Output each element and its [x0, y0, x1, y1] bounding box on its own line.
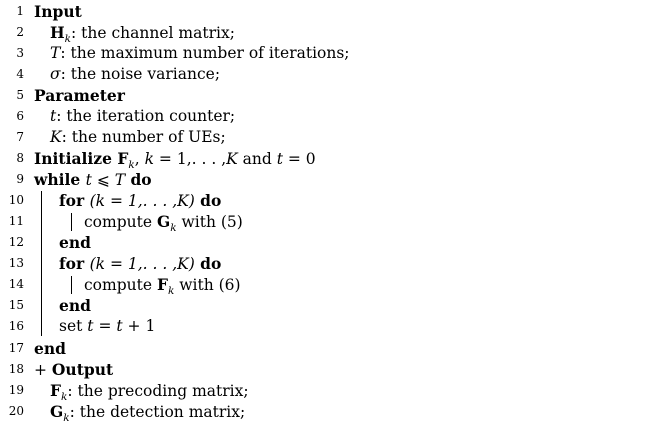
line-text-fragment: compute — [84, 276, 157, 294]
keyword-or-symbol: Input — [34, 2, 82, 21]
line-text — [59, 253, 221, 275]
line-text — [50, 127, 226, 148]
line-text-fragment: ⩽ — [91, 171, 115, 189]
line-number: 3 — [16, 46, 24, 60]
line-number: 19 — [8, 383, 24, 397]
line-number: 9 — [16, 172, 24, 186]
keyword-or-symbol: while — [34, 170, 86, 189]
line-text — [59, 316, 155, 337]
line-number: 17 — [8, 341, 24, 355]
math-variable: T — [114, 171, 126, 189]
keyword-or-symbol: Initialize — [34, 149, 118, 168]
math-variable: T — [50, 44, 61, 62]
keyword-or-symbol: H — [50, 23, 65, 42]
line-text-fragment: : the iteration counter; — [56, 107, 236, 125]
line-text — [84, 274, 241, 302]
line-text — [50, 64, 220, 85]
line-text-fragment: : the channel matrix; — [71, 24, 235, 42]
keyword-or-symbol: end — [59, 296, 91, 315]
math-variable: t — [276, 150, 283, 168]
keyword-or-symbol: F — [50, 381, 62, 400]
line-text-fragment: + — [34, 361, 52, 379]
line-number: 12 — [8, 235, 24, 249]
line-number: 18 — [8, 362, 24, 376]
line-number: 8 — [16, 151, 24, 165]
line-number: 7 — [16, 130, 24, 144]
line-text-fragment: + 1 — [122, 317, 156, 335]
line-text-fragment: with (6) — [174, 276, 241, 294]
subscript: k — [61, 391, 68, 404]
line-number: 13 — [8, 256, 24, 270]
line-text-fragment: : the number of UEs; — [61, 128, 226, 146]
for-block-rule-2 — [71, 276, 72, 294]
line-text — [84, 211, 243, 239]
line-text — [50, 43, 350, 64]
math-variable: t — [50, 107, 57, 125]
keyword-or-symbol: F — [117, 149, 129, 168]
keyword-or-symbol: do — [194, 191, 222, 210]
math-variable: t — [87, 317, 94, 335]
line-text — [34, 359, 113, 381]
line-text-fragment: : the maximum number of iterations; — [60, 44, 350, 62]
line-number: 16 — [8, 319, 24, 333]
math-variable: K — [50, 128, 62, 146]
for-block-rule-1 — [71, 213, 72, 231]
line-number: 10 — [8, 193, 24, 207]
line-text — [59, 190, 221, 212]
math-variable: (k = 1,. . . ,K) — [89, 255, 195, 273]
line-text — [59, 232, 91, 254]
line-text-fragment: = — [93, 317, 117, 335]
subscript: k — [63, 412, 70, 425]
line-text — [34, 1, 82, 23]
keyword-or-symbol: Output — [51, 360, 114, 379]
line-text — [59, 295, 91, 317]
keyword-or-symbol: G — [156, 212, 171, 231]
line-text — [34, 338, 66, 360]
line-text-fragment: : the precoding matrix; — [67, 382, 249, 400]
line-text — [34, 85, 125, 107]
line-text — [50, 401, 245, 429]
keyword-or-symbol: do — [125, 170, 152, 189]
line-text-fragment: and — [237, 150, 277, 168]
line-text-fragment: = 1,. . . , — [154, 150, 227, 168]
line-text-fragment: set — [59, 317, 88, 335]
keyword-or-symbol: for — [59, 191, 90, 210]
keyword-or-symbol: do — [194, 254, 222, 273]
line-text-fragment: , — [134, 150, 145, 168]
line-number: 2 — [16, 25, 24, 39]
line-number: 4 — [16, 67, 24, 81]
line-text — [34, 169, 152, 191]
math-variable: t — [85, 171, 92, 189]
keyword-or-symbol: for — [59, 254, 90, 273]
math-variable: K — [226, 150, 238, 168]
math-variable: k — [144, 150, 154, 168]
line-number: 1 — [16, 4, 24, 18]
while-block-rule — [41, 191, 42, 336]
math-variable: σ — [50, 65, 61, 83]
line-text-fragment: : the detection matrix; — [69, 403, 246, 421]
subscript: k — [64, 33, 72, 46]
line-number: 20 — [8, 404, 24, 418]
subscript: k — [167, 285, 175, 298]
keyword-or-symbol: G — [50, 402, 64, 421]
subscript: k — [170, 222, 177, 235]
line-number: 11 — [8, 214, 24, 228]
keyword-or-symbol: end — [59, 233, 91, 252]
line-number: 15 — [8, 298, 24, 312]
line-text — [50, 106, 235, 127]
line-number: 14 — [8, 277, 24, 291]
line-number: 5 — [16, 88, 24, 102]
keyword-or-symbol: Parameter — [34, 86, 125, 105]
line-text-fragment: with (5) — [176, 213, 243, 231]
line-text-fragment: = 0 — [282, 150, 316, 168]
keyword-or-symbol: F — [156, 275, 168, 294]
line-text-fragment: compute — [84, 213, 157, 231]
math-variable: t — [116, 317, 123, 335]
subscript: k — [128, 159, 135, 172]
line-number: 6 — [16, 109, 24, 123]
math-variable: (k = 1,. . . ,K) — [89, 192, 195, 210]
keyword-or-symbol: end — [34, 339, 66, 358]
line-text-fragment: : the noise variance; — [60, 65, 221, 83]
